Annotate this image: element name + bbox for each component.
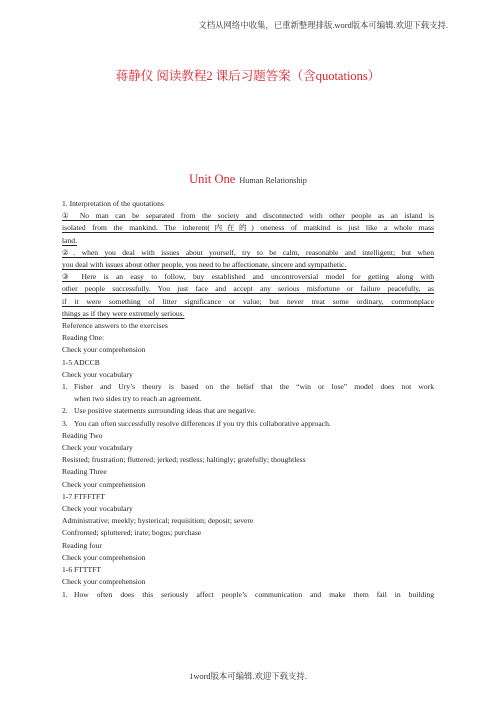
check-comprehension-label: Check your comprehension [62, 552, 146, 562]
quotation-1-line-3: land. [62, 235, 77, 245]
vocabulary-answers: Administrative; meekly; hysterical; requisition; deposit; severe [62, 516, 254, 526]
answer-key: 1-5 ADCCB [62, 357, 100, 367]
document-body [62, 198, 434, 601]
quotation-3-line-3: if it were something of litter significance or value; but never treat some ordinary, commonplace [62, 296, 434, 306]
quotation-2-line-1: ②. when you deal with issues about yourself, try to be calm, reasonable and intelligent; but when [62, 247, 434, 257]
page-footer-note: 1word版本可编辑.欢迎下载支持. [189, 672, 307, 681]
check-vocabulary-label: Check your vocabulary [62, 504, 133, 514]
vocabulary-item-1 [62, 381, 434, 393]
item-number: 3. [62, 418, 68, 428]
item-number: 1. [62, 589, 68, 599]
page-header-note: 文档从网络中收集，已重新整理排版.word版本可编辑.欢迎下载支持. [198, 21, 448, 30]
vocabulary-answers: Confronted; spluttered; irate; bogus; purchase [62, 528, 202, 538]
item-number: 2. [62, 406, 68, 416]
item-text: Fisher and Ury’s theory is based on the belief that the “win or lose” model does not work [74, 382, 434, 392]
quotation-1-line-2: isolated from the mankind. The inherent(内在的) oneness of mankind is just like a whole mass [62, 223, 434, 233]
quotation-3-line-1: ③ Here is an easy to follow, buy established and uncontroversial model for getting along with [62, 272, 434, 282]
vocabulary-item-3 [62, 418, 434, 430]
vocabulary-item-1-continued: when two sides try to reach an agreement. [74, 394, 202, 404]
check-vocabulary-label: Check your vocabulary [62, 443, 133, 453]
quotation-3-line-2: other people successfully. You just face and accept any serious misfortune or failure peacefully, as [62, 284, 434, 294]
unit-number: Unit One [189, 172, 236, 186]
reading-three-heading: Reading Three [62, 467, 107, 477]
quotation-2-line-2: you deal with issues about other people, you need to be affectionate, sincere and sympathetic. [62, 260, 347, 270]
section-heading-quotations: 1. Interpretation of the quotations [62, 199, 164, 208]
answer-key: 1-6 FTTTFT [62, 565, 102, 575]
item-number: 1. [62, 382, 68, 392]
unit-topic: Human Relationship [239, 176, 307, 185]
item-text: How often does this seriously affect people’s communication and make them fail in building [74, 589, 434, 599]
check-comprehension-label: Check your comprehension [62, 479, 146, 489]
reading-one-heading: Reading One: [62, 333, 104, 343]
item-text: Use positive statements surrounding ideas that are negative. [74, 406, 256, 416]
check-vocabulary-label: Check your vocabulary [62, 369, 133, 379]
check-comprehension-label: Check your comprehension [62, 345, 146, 355]
quotation-1-line-1: ① No man can be separated from the society and disconnected with other people as an island is [62, 211, 434, 221]
reference-answers-heading: Reference answers to the exercises [62, 321, 168, 331]
answer-key: 1-7 FTFFTFT [62, 491, 105, 501]
reading-two-heading: Reading Two [62, 430, 103, 440]
unit-heading [0, 170, 496, 188]
quotation-3-line-4: things as if they were extremely serious. [62, 308, 185, 318]
vocabulary-item-2 [62, 405, 434, 417]
check-comprehension-label: Check your comprehension [62, 577, 146, 587]
comprehension-item-1 [62, 589, 434, 601]
vocabulary-answers: Resisted; frustration; fluttered; jerked; restless; haltingly; gratefully; thoughtless [62, 455, 306, 465]
item-text: You can often successfully resolve differences if you try this collaborative approach. [74, 418, 331, 428]
document-title: 蒋静仪 阅读教程2 课后习题答案（含quotations） [115, 69, 381, 83]
reading-four-heading: Reading four [62, 540, 102, 550]
